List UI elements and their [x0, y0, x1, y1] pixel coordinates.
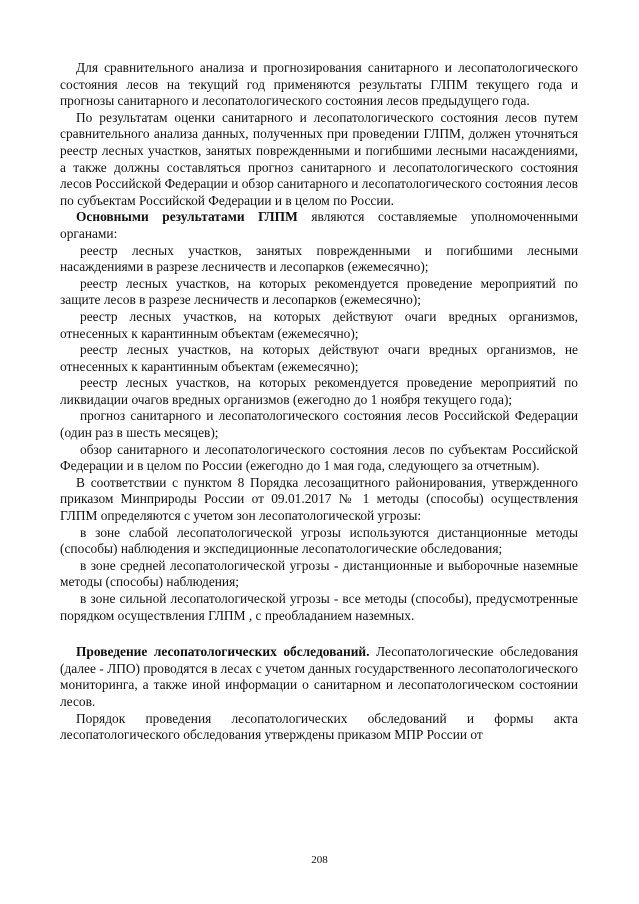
paragraph-methods: В соответствии с пунктом 8 Порядка лесозащитного районирования, утвержденного приказом Минприроды России от 09.01.2017 № 1 методы (способы) осуществления ГЛПМ определяются с учетом зон лесопатологической угрозы: [60, 474, 578, 524]
paragraph-gap [60, 624, 578, 644]
list-item: реестр лесных участков, занятых поврежденными и погибшими лесными насаждениями в разрезе лесничеств и лесопарков (ежемесячно); [60, 242, 578, 275]
paragraph-assessment: По результатам оценки санитарного и лесопатологического состояния лесов путем сравнительного анализа данных, полученных при проведении ГЛПМ, должен уточняться реестр лесных участков, занятых поврежденными и погибшими лесными насаждениями, а также должны составляться прогноз санитарного и лесопатологического состояния лесов Российской Федерации и обзор санитарного и лесопатологического состояния лесов по субъектам Российской Федерации и в целом по России. [60, 109, 578, 208]
zone-item: в зоне слабой лесопатологической угрозы используются дистанционные методы (способы) наблюдения и экспедиционные лесопатологические обследования; [60, 524, 578, 557]
list-item: реестр лесных участков, на которых действуют очаги вредных организмов, не отнесенных к карантинным объектам (ежемесячно); [60, 342, 578, 374]
inspections-text: Лесопатологические обследования (далее - ЛПО) проводятся в лесах с учетом данных государственного лесопатологического мониторинга, а также иной информации о санитарном и лесопатологическом состоянии лесов. [60, 644, 578, 709]
list-item: реестр лесных участков, на которых действуют очаги вредных организмов, отнесенных к карантинным объектам (ежемесячно); [60, 308, 578, 341]
zone-item: в зоне средней лесопатологической угрозы - дистанционные и выборочные наземные методы (способы) наблюдения; [60, 557, 578, 590]
list-item: обзор санитарного и лесопатологического состояния лесов по субъектам Российской Федерации и в целом по России (ежегодно до 1 мая года, следующего за отчетным). [60, 441, 578, 474]
zone-item: в зоне сильной лесопатологической угрозы - все методы (способы), предусмотренные порядком осуществления ГЛПМ , с преобладанием наземных. [60, 591, 578, 623]
inspections-heading: Проведение лесопатологических обследований. [76, 644, 370, 660]
paragraph-inspections [60, 644, 578, 710]
paragraph-main-results [60, 209, 578, 242]
list-item: реестр лесных участков, на которых рекомендуется проведение мероприятий по ликвидации очагов вредных организмов (ежегодно до 1 ноября текущего года); [60, 375, 578, 407]
paragraph-analysis: Для сравнительного анализа и прогнозирования санитарного и лесопатологического состояния лесов на текущий год применяются результаты ГЛПМ текущего года и прогнозы санитарного и лесопатологического состояния лесов предыдущего года. [60, 60, 578, 109]
list-item: реестр лесных участков, на которых рекомендуется проведение мероприятий по защите лесов в разрезе лесничеств и лесопарков (ежемесячно); [60, 275, 578, 308]
main-results-text: являются составляемые уполномоченными органами: [60, 209, 578, 241]
list-item: прогноз санитарного и лесопатологического состояния лесов Российской Федерации (один раз в шесть месяцев); [60, 408, 578, 441]
body-text [60, 60, 578, 744]
paragraph-procedure: Порядок проведения лесопатологических обследований и формы акта лесопатологического обследования утверждены приказом МПР России от [60, 710, 578, 743]
page-number: 208 [311, 854, 328, 866]
main-results-heading: Основными результатами ГЛПМ [76, 209, 298, 225]
